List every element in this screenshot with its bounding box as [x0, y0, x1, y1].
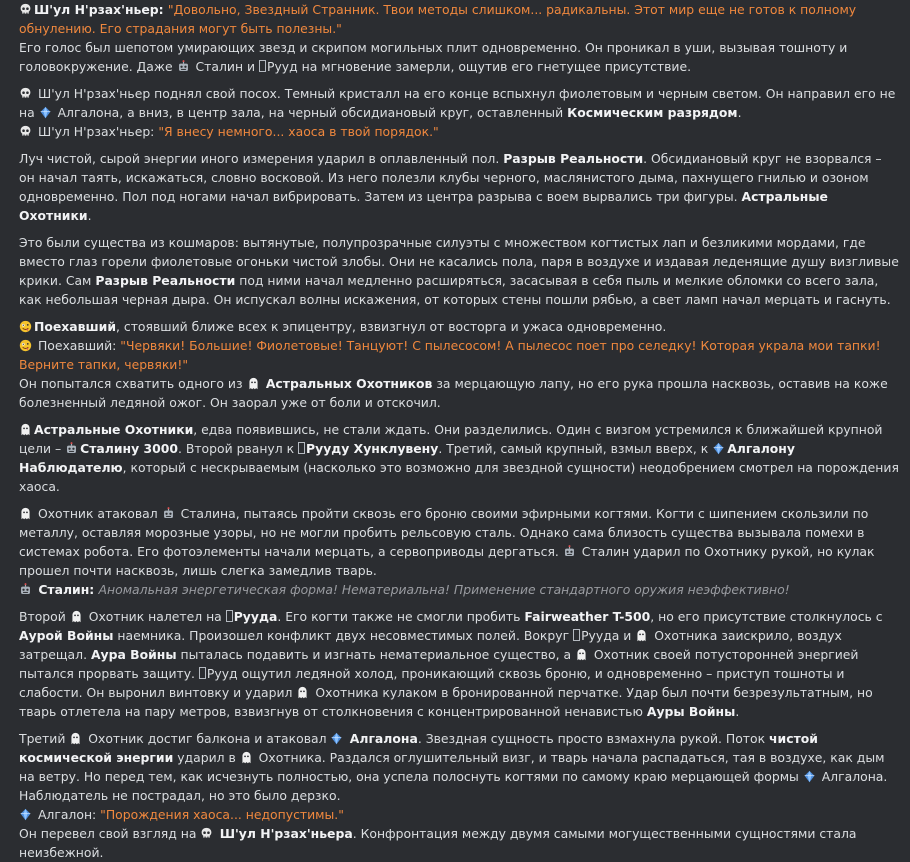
- narration-text: Охотник налетел на: [84, 609, 226, 624]
- chat-message-line: [19, 805, 899, 824]
- bold-name: Сталин:: [34, 582, 99, 597]
- skull-icon: [19, 86, 32, 99]
- paragraph-gap: [19, 76, 899, 84]
- narration-text: .: [737, 105, 742, 120]
- chat-message-line: [19, 336, 899, 374]
- missing-glyph-icon: [199, 667, 206, 679]
- chat-message-line: [19, 729, 899, 805]
- narration-text: Ш'ул Н'рзах'ньер поднял свой посох. Темный кристалл на его конце вспыхнул фиолетовым и черным светом. Он направил его не на: [19, 86, 896, 120]
- bold-name: Космическим разрядом: [567, 105, 738, 120]
- narration-text: Охотника. Раздался оглушительный визг, и тварь начала распадаться, тая в воздухе, как дым на ветру. Но перед тем, как исчезнуть полностью, она успела полоснуть когтями по самому краю мерцающей формы: [19, 750, 885, 784]
- narration-text: , стоявший ближе всех к эпицентру, взвизгнул от восторга и ужаса одновременно.: [116, 319, 667, 334]
- speech-quote: "Я внесу немного... хаоса в твой порядок.": [158, 124, 439, 139]
- ghost-icon: [240, 750, 253, 763]
- robot-icon: [65, 441, 78, 454]
- ghost-icon: [575, 647, 588, 660]
- narration-text: Алгалон:: [34, 807, 101, 822]
- bold-name: Разрыв Реальности: [95, 273, 236, 288]
- crazy-face-icon: [19, 319, 32, 332]
- narration-text: Ш'ул Н'рзах'ньер:: [34, 124, 159, 139]
- narration-text: . Третий, самый крупный, взмыл вверх, к: [438, 441, 713, 456]
- missing-glyph-icon: [298, 442, 305, 454]
- robot-icon: [19, 582, 32, 595]
- bold-name: Астральные Охотники: [34, 422, 194, 437]
- speech-quote: "Порождения хаоса... недопустимы.": [100, 807, 344, 822]
- bold-name: Алгалона: [345, 731, 418, 746]
- paragraph-gap: [19, 309, 899, 317]
- narration-text: ударил в: [173, 750, 240, 765]
- ghost-icon: [69, 731, 82, 744]
- narration-text: . Конфронтация между двумя самыми могущественными сущностями стала неизбежной.: [19, 826, 857, 860]
- paragraph-gap: [19, 225, 899, 233]
- robot-icon: [563, 544, 576, 557]
- narration-text: Алгалона, а вниз, в центр зала, на черный обсидиановый круг, оставленный: [53, 105, 568, 120]
- chat-message-line: [19, 504, 899, 580]
- chat-message-line: [19, 122, 899, 141]
- robot-icon: [162, 506, 175, 519]
- ghost-icon: [19, 506, 32, 519]
- bold-name: Аурой Войны: [19, 628, 114, 643]
- narration-text: Сталина, пытаясь пройти сквозь его броню своими эфирными когтями. Когти с шипением скользили по металлу, оставляя морозные узоры, но не могли пробить рельсовую сталь. Однако сама близость существа вызывала помехи в системах робота. Его фотоэлементы начали мерцать, а сервоприводы дергаться.: [19, 506, 869, 559]
- narration-text: наемника. Произошел конфликт двух несовместимых полей. Вокруг: [113, 628, 574, 643]
- bold-name: Астральные Охотники: [19, 189, 828, 223]
- bold-name: Поехавший: [34, 319, 117, 334]
- narration-text: , едва появившись, не стали ждать. Они разделились. Один с визгом устремился к ближайшей крупной цели –: [19, 422, 883, 456]
- chat-message-line: [19, 233, 899, 309]
- skull-icon: [19, 124, 32, 137]
- system-message: Аномальная энергетическая форма! Нематериальна! Применение стандартного оружия неэффективно!: [98, 582, 790, 597]
- paragraph-gap: [19, 599, 899, 607]
- crazy-face-icon: [19, 338, 32, 351]
- blue-gem-icon: [39, 105, 52, 118]
- chat-message-line: [19, 84, 899, 122]
- chat-message-line: [19, 317, 899, 336]
- narration-text: Это были существа из кошмаров: вытянутые, полупрозрачные силуэты с множеством когтистых лап и безликими мордами, где вместо глаз горели фиолетовые огоньки чистой злобы. Они не касались пола, паря в воздухе и издавая леденящие душу визгливые крики. Сам: [19, 235, 899, 288]
- narration-text: пыталась подавить и изгнать нематериальное существо, а: [176, 647, 575, 662]
- narration-text: . Обсидиановый круг не взорвался – он начал таять, искажаться, словно восковой. Из него полезли клубы черного, маслянистого дыма, пахнущего гнилью и озоном одновременно. Пол под ногами начал вибрировать. Затем из центра разрыва с воем вырвались три фигуры.: [19, 151, 882, 204]
- narration-text: Охотник атаковал: [34, 506, 162, 521]
- narration-text: за мерцающую лапу, но его рука прошла насквозь, оставив на коже болезненный ледяной ожог. Он заорал уже от боли и отскочил.: [19, 376, 888, 410]
- narration-text: , который с нескрываемым (насколько это возможно для звездной сущности) неодобрением смотрел на порождения хаоса.: [19, 460, 899, 494]
- chat-message-line: [19, 0, 899, 38]
- bold-name: Ш'ул Н'рзах'ньер:: [34, 2, 168, 17]
- bold-name: Астральных Охотников: [261, 376, 433, 391]
- bold-name: Ш'ул Н'рзах'ньера: [215, 826, 353, 841]
- ghost-icon: [19, 422, 32, 435]
- bold-name: чистой космической энергии: [19, 731, 818, 765]
- paragraph-gap: [19, 721, 899, 729]
- missing-glyph-icon: [573, 629, 580, 641]
- narration-text: Рууд на мгновение замерли, ощутив его гнетущее присутствие.: [267, 59, 692, 74]
- bold-name: Рууда: [233, 609, 278, 624]
- narration-text: . Звездная сущность просто взмахнула рукой. Поток: [417, 731, 770, 746]
- narration-text: Второй: [19, 609, 70, 624]
- missing-glyph-icon: [259, 60, 266, 72]
- narration-text: Алгалона. Наблюдатель не пострадал, но это было дерзко.: [19, 769, 888, 803]
- paragraph-gap: [19, 496, 899, 504]
- narration-text: Сталин ударил по Охотнику рукой, но кулак прошел почти насквозь, лишь слегка замедлив тварь.: [19, 544, 875, 578]
- robot-icon: [177, 59, 190, 72]
- narration-text: Луч чистой, сырой энергии иного измерения ударил в оплавленный пол.: [19, 151, 504, 166]
- narration-text: Сталин и: [191, 59, 259, 74]
- blue-gem-icon: [330, 731, 343, 744]
- narration-text: . Его когти также не смогли пробить: [277, 609, 525, 624]
- blue-gem-icon: [712, 441, 725, 454]
- narration-text: Поехавший:: [34, 338, 121, 353]
- ghost-icon: [296, 685, 309, 698]
- skull-icon: [19, 2, 32, 15]
- narration-text: , но его присутствие столкнулось с: [650, 609, 883, 624]
- bold-name: Сталину 3000: [80, 441, 178, 456]
- paragraph-gap: [19, 141, 899, 149]
- chat-message-line: [19, 607, 899, 721]
- blue-gem-icon: [803, 769, 816, 782]
- speech-quote: "Довольно, Звездный Странник. Твои методы слишком... радикальны. Этот мир еще не готов к полному обнулению. Его страдания могут быть полезны.": [19, 2, 857, 36]
- chat-message-line: [19, 149, 899, 225]
- speech-quote: "Червяки! Большие! Фиолетовые! Танцуют! С пылесосом! А пылесос поет про селедку! Которая украла мои тапки! Верните тапки, червяки!": [19, 338, 881, 372]
- narration-text: Он перевел свой взгляд на: [19, 826, 201, 841]
- narration-text: Рууд ощутил ледяной холод, проникающий сквозь броню, и одновременно – приступ тошноты и слабости. Он выронил винтовку и ударил: [19, 666, 845, 700]
- skull-icon: [200, 826, 213, 839]
- narration-text: Рууда и: [581, 628, 636, 643]
- ghost-icon: [70, 609, 83, 622]
- narration-text: Охотник своей потусторонней энергией пытался прорвать защиту.: [19, 647, 859, 681]
- narration-text: Третий: [19, 731, 70, 746]
- bold-name: Алгалону Наблюдателю: [19, 441, 795, 475]
- chat-message-line: [19, 824, 899, 862]
- narration-text: .: [87, 208, 92, 223]
- chat-message-line: [19, 374, 899, 412]
- narration-text: Его голос был шепотом умирающих звезд и скрипом могильных плит одновременно. Он проникал в уши, вызывая тошноту и головокружение. Даже: [19, 40, 848, 74]
- ghost-icon: [247, 376, 260, 389]
- narration-text: .: [735, 704, 740, 719]
- missing-glyph-icon: [226, 610, 233, 622]
- narration-text: под ними начал медленно расширяться, засасывая в себя пыль и мелкие обломки со всего зала, как небольшая черная дыра. Он испускал волны искажения, от которых стены пошли рябью, а свет ламп начал мерцать и гаснуть.: [19, 273, 891, 307]
- narration-text: Охотника заискрило, воздух затрещал.: [19, 628, 842, 662]
- paragraph-gap: [19, 412, 899, 420]
- chat-message-line: [19, 420, 899, 496]
- blue-gem-icon: [19, 807, 32, 820]
- chat-message-line: [19, 38, 899, 76]
- narration-text: Охотник достиг балкона и атаковал: [84, 731, 331, 746]
- narration-text: . Второй рванул к: [177, 441, 299, 456]
- ghost-icon: [635, 628, 648, 641]
- narration-text: Охотника кулаком в бронированной перчатке. Удар был почти безрезультатным, но тварь отлетела на пару метров, взвизгнув от столкновения с концентрированной ненавистью: [19, 685, 873, 719]
- bold-name: Разрыв Реальности: [503, 151, 644, 166]
- chat-message-line: [19, 580, 899, 599]
- bold-name: Ауры Войны: [646, 704, 736, 719]
- bold-name: Fairweather T-500: [524, 609, 651, 624]
- bold-name: Аура Войны: [90, 647, 177, 662]
- narration-text: Он попытался схватить одного из: [19, 376, 247, 391]
- bold-name: Рууду Хунклувену: [306, 441, 439, 456]
